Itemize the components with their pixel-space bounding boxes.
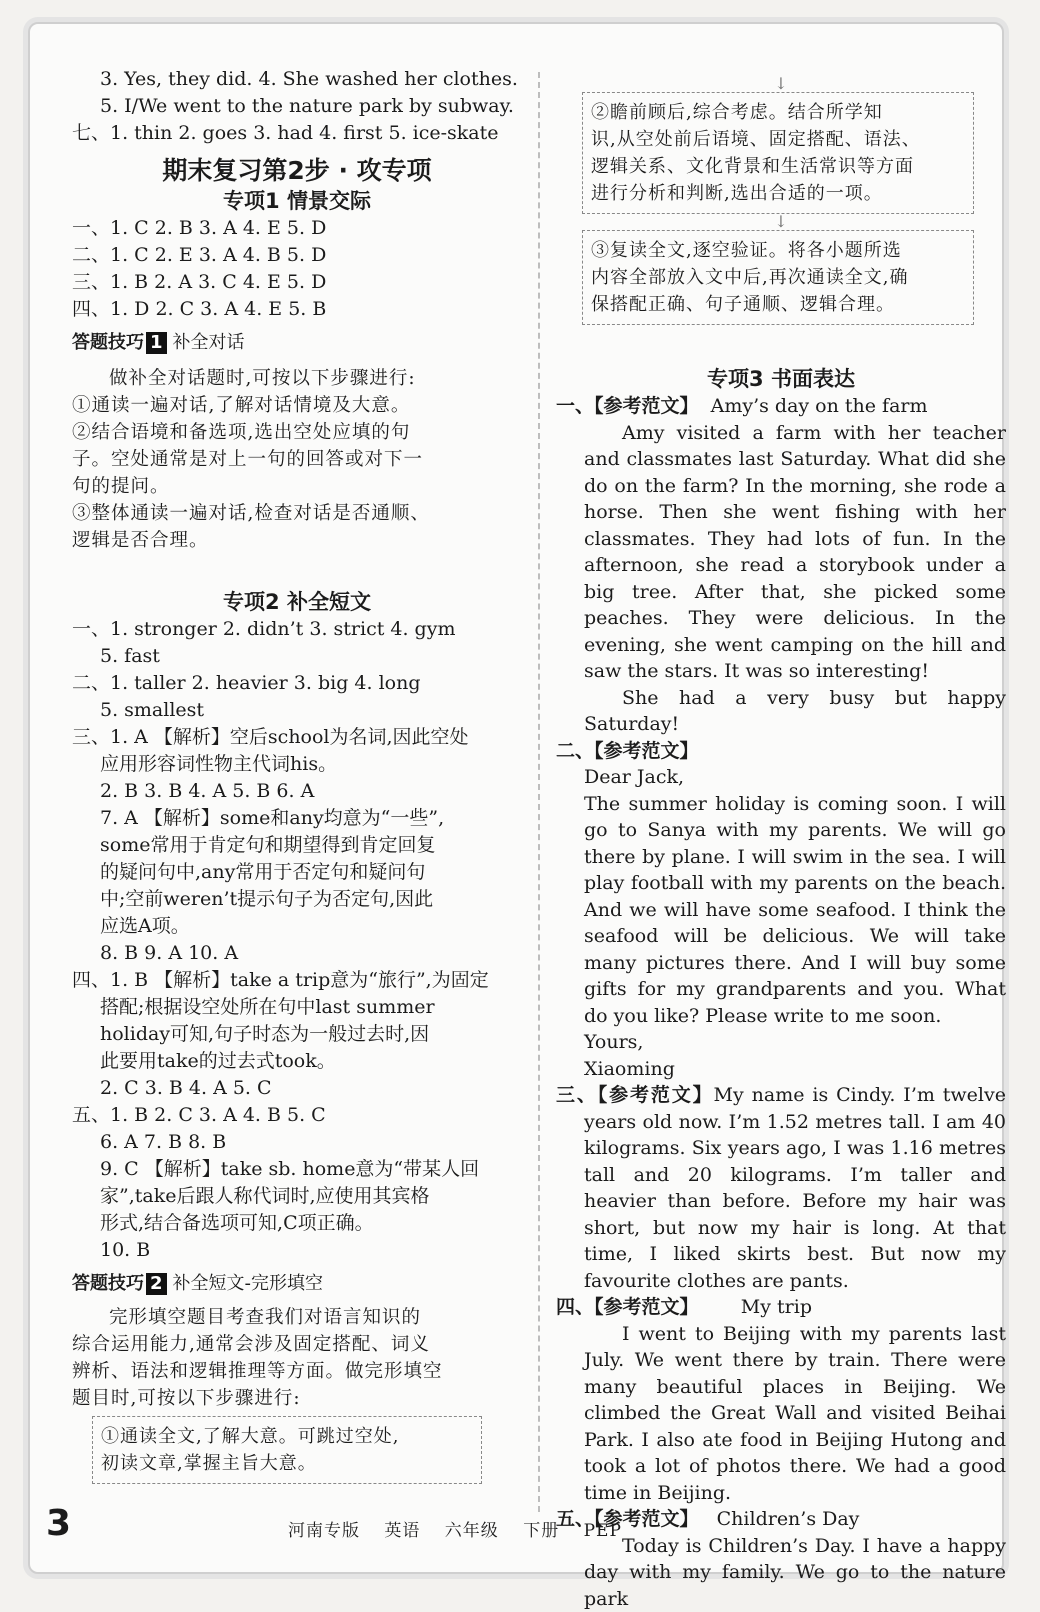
- tip-label: 答题技巧: [72, 332, 144, 353]
- answer-line: 三、1. A 【解析】空后school为名词,因此空处: [72, 724, 522, 751]
- step-line: 进行分析和判断,选出合适的一项。: [591, 180, 965, 207]
- essay-title: My trip: [741, 1296, 812, 1318]
- topic3-title: 专项3 书面表达: [556, 365, 1006, 393]
- arrow-down-icon: ↓: [556, 76, 1006, 92]
- answer-line: 3. Yes, they did. 4. She washed her clothes.: [72, 66, 522, 93]
- essay-title: Children’s Day: [717, 1508, 860, 1530]
- tip2-body: [72, 1304, 522, 1484]
- essay-5: [556, 1506, 1006, 1612]
- answer-line: 二、1. taller 2. heavier 3. big 4. long: [72, 670, 522, 697]
- essay-2: [556, 738, 1006, 1083]
- answer-line: 5. fast: [72, 643, 522, 670]
- tip-label: 答题技巧: [72, 1273, 144, 1294]
- letter-closing: Yours,: [556, 1029, 1006, 1056]
- answer-line: 5. smallest: [72, 697, 522, 724]
- answer-line: 四、1. B 【解析】take a trip意为“旅行”,为固定: [72, 967, 522, 994]
- essay-label: 二、【参考范文】: [556, 738, 1006, 765]
- answer-line: some常用于肯定句和期望得到肯定回复: [72, 832, 522, 859]
- answer-line: 一、1. C 2. B 3. A 4. E 5. D: [72, 215, 522, 242]
- tip-line: 做补全对话题时,可按以下步骤进行:: [72, 365, 522, 392]
- step-line: ③复读全文,逐空验证。将各小题所选: [591, 237, 965, 264]
- answer-line: 此要用take的过去式took。: [72, 1048, 522, 1075]
- tip-title: 补全对话: [173, 332, 245, 353]
- tip-number-badge: 1: [146, 332, 167, 354]
- step-line: 保搭配正确、句子通顺、逻辑合理。: [591, 291, 965, 318]
- step-line: 初读文章,掌握主旨大意。: [101, 1450, 473, 1477]
- answer-line: 二、1. C 2. E 3. A 4. B 5. D: [72, 242, 522, 269]
- step-box-2: [582, 92, 974, 214]
- essay-4: [556, 1294, 1006, 1506]
- essay-3: [556, 1082, 1006, 1294]
- step-line: ②瞻前顾后,综合考虑。结合所学知: [591, 99, 965, 126]
- tip-line: ①通读一遍对话,了解对话情境及大意。: [72, 392, 522, 419]
- tip-line: 子。空处通常是对上一句的回答或对下一: [72, 446, 522, 473]
- step-line: 内容全部放入文中后,再次通读全文,确: [591, 264, 965, 291]
- page-number: 3: [46, 1503, 71, 1544]
- tip-line: 题目时,可按以下步骤进行:: [72, 1385, 522, 1412]
- step-line: 识,从空处前后语境、固定搭配、语法、: [591, 126, 965, 153]
- answer-line: 6. A 7. B 8. B: [72, 1129, 522, 1156]
- letter-body: The summer holiday is coming soon. I will go to Sanya with my parents. We will go there by plane. I will swim in the sea. I will play football with my parents on the beach. And we will have some seafood. I think the seafood will be delicious. We will take many pictures there. And I will buy some gifts for my grandparents and you. What do you like? Please write to me soon.: [556, 791, 1006, 1030]
- tip-line: 句的提问。: [72, 473, 522, 500]
- answer-line: 2. B 3. B 4. A 5. B 6. A: [72, 778, 522, 805]
- essay-paragraph: Today is Children’s Day. I have a happy day with my family. We go to the nature park: [556, 1533, 1006, 1612]
- tip-line: 辨析、语法和逻辑推理等方面。做完形填空: [72, 1358, 522, 1385]
- essay-label: 三、【参考范文】: [556, 1084, 714, 1106]
- arrow-down-icon: ↓: [556, 214, 1006, 230]
- answer-line: 10. B: [72, 1237, 522, 1264]
- answer-line: holiday可知,句子时态为一般过去时,因: [72, 1021, 522, 1048]
- answer-line: 9. C 【解析】take sb. home意为“带某人回: [72, 1156, 522, 1183]
- footer-info: 河南专版 英语 六年级 下册 PEP: [288, 1516, 622, 1541]
- step-box-3: [582, 230, 974, 325]
- answer-line: 一、1. stronger 2. didn’t 3. strict 4. gym: [72, 616, 522, 643]
- essay-label: 四、【参考范文】: [556, 1296, 699, 1318]
- tip-line: ③整体通读一遍对话,检查对话是否通顺、: [72, 500, 522, 527]
- essay-label: 一、【参考范文】: [556, 395, 699, 417]
- answer-line: 应选A项。: [72, 913, 522, 940]
- tip-line: ②结合语境和备选项,选出空处应填的句: [72, 419, 522, 446]
- tip-title: 补全短文-完形填空: [173, 1273, 324, 1294]
- answer-line: 四、1. D 2. C 3. A 4. E 5. B: [72, 296, 522, 323]
- answer-line: 的疑问句中,any常用于否定句和疑问句: [72, 859, 522, 886]
- answer-line: 8. B 9. A 10. A: [72, 940, 522, 967]
- essay-paragraph: I went to Beijing with my parents last July. We went there by train. There were many beautiful places in Beijing. We climbed the Great Wall and visited Beihai Park. I also ate food in Beijing Hutong and took a lot of photos there. We had a good time in Beijing.: [556, 1321, 1006, 1507]
- letter-signature: Xiaoming: [556, 1056, 1006, 1083]
- step-box-1: [92, 1416, 482, 1484]
- section-title: 期末复习第2步 · 攻专项: [72, 155, 522, 187]
- tip-line: 完形填空题目考查我们对语言知识的: [72, 1304, 522, 1331]
- step-line: ①通读全文,了解大意。可跳过空处,: [101, 1423, 473, 1450]
- answer-line: 三、1. B 2. A 3. C 4. E 5. D: [72, 269, 522, 296]
- topic2-title: 专项2 补全短文: [72, 588, 522, 616]
- answer-line: 5. I/We went to the nature park by subway.: [72, 93, 522, 120]
- answer-line: 形式,结合备选项可知,C项正确。: [72, 1210, 522, 1237]
- right-column: [556, 76, 1006, 1612]
- answer-line: 搭配;根据设空处所在句中last summer: [72, 994, 522, 1021]
- topic1-title: 专项1 情景交际: [72, 187, 522, 215]
- answer-line: 家”,take后跟人称代词时,应使用其宾格: [72, 1183, 522, 1210]
- tip-line: 综合运用能力,通常会涉及固定搭配、词义: [72, 1331, 522, 1358]
- essay-label: 五、【参考范文】: [556, 1508, 699, 1530]
- tip1-body: [72, 365, 522, 554]
- answer-line: 7. A 【解析】some和any均意为“一些”,: [72, 805, 522, 832]
- step-line: 逻辑关系、文化背景和生活常识等方面: [591, 153, 965, 180]
- answer-line: 七、1. thin 2. goes 3. had 4. first 5. ice-skate: [72, 120, 522, 147]
- essay-body: My name is Cindy. I’m twelve years old now. I’m 1.52 metres tall. I am 40 kilograms. Six years ago, I was 1.16 metres tall and 20 kilograms. I’m taller and heavier than before. Before my hair was short, but now my hair is long. At that time, I liked skirts best. But now my favourite clothes are pants.: [584, 1084, 1006, 1292]
- column-divider: [538, 72, 540, 1512]
- essay-title: Amy’s day on the farm: [711, 395, 928, 417]
- tip-line: 逻辑是否合理。: [72, 527, 522, 554]
- answer-line: 应用形容词性物主代词his。: [72, 751, 522, 778]
- essay-paragraph: Amy visited a farm with her teacher and classmates last Saturday. What did she do on the farm? In the morning, she rode a horse. Then she went fishing with her classmates. They had lots of fun. In the afternoon, she read a storybook under a big tree. After that, she picked some peaches. They were delicious. In the evening, she went camping on the hill and saw the stars. It was so interesting!: [556, 420, 1006, 685]
- left-column: [72, 66, 522, 1484]
- essay-paragraph: She had a very busy but happy Saturday!: [556, 685, 1006, 738]
- tip2-heading: [72, 1270, 522, 1298]
- answer-line: 中;空前weren’t提示句子为否定句,因此: [72, 886, 522, 913]
- letter-greeting: Dear Jack,: [556, 764, 1006, 791]
- answer-line: 2. C 3. B 4. A 5. C: [72, 1075, 522, 1102]
- essay-1: [556, 393, 1006, 738]
- answer-line: 五、1. B 2. C 3. A 4. B 5. C: [72, 1102, 522, 1129]
- tip1-heading: [72, 329, 522, 357]
- tip-number-badge: 2: [146, 1273, 167, 1295]
